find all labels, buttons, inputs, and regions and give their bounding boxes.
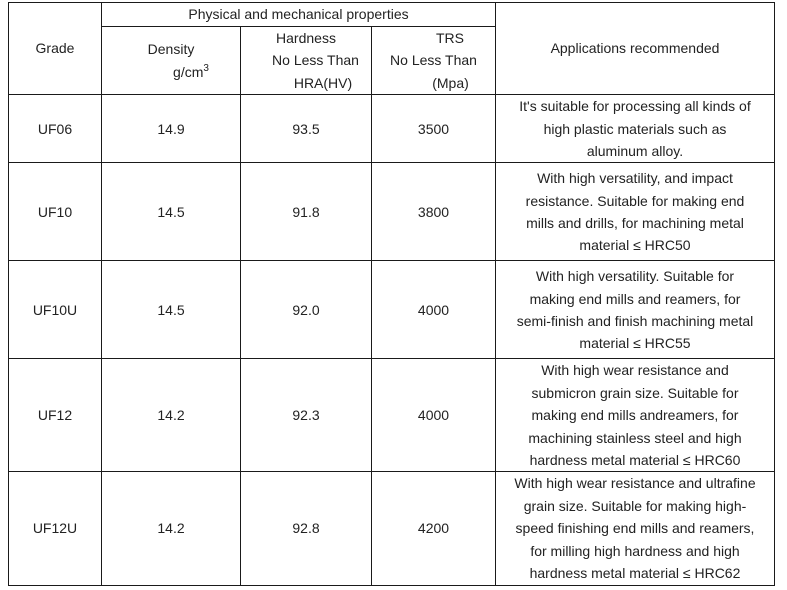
header-row-top [9, 3, 775, 27]
application-line: material ≤ HRC55 [579, 335, 691, 352]
application-cell [496, 261, 775, 359]
density-unit-base: g/cm [173, 63, 204, 80]
table-row [9, 359, 775, 472]
density-unit [108, 61, 234, 83]
density-unit-exponent: 3 [203, 62, 209, 74]
application-cell [496, 95, 775, 163]
table-row [9, 261, 775, 359]
application-line: semi-finish and finish machining metal [516, 312, 754, 329]
application-cell [496, 472, 775, 585]
grade-cell: UF06 [9, 95, 102, 163]
table-row [9, 163, 775, 261]
properties-table [8, 2, 775, 586]
hardness-cell: 91.8 [241, 163, 372, 261]
application-line: mills and drills, for machining metal [526, 214, 744, 231]
hardness-cell: 92.3 [241, 359, 372, 472]
applications-header: Applications recommended [496, 3, 775, 95]
trs-cell: 3500 [372, 95, 496, 163]
table-row [9, 472, 775, 585]
application-line: resistance. Suitable for making end [525, 192, 745, 209]
application-line: hardness metal material ≤ HRC60 [529, 452, 741, 469]
application-line: grain size. Suitable for making high- [523, 497, 747, 514]
trs-header-line1: TRS [436, 30, 464, 46]
grade-header: Grade [9, 3, 102, 95]
application-line: material ≤ HRC50 [579, 237, 691, 254]
application-line: hardness metal material ≤ HRC62 [529, 565, 741, 582]
density-label: Density [147, 41, 195, 58]
application-line: It's suitable for processing all kinds of [519, 98, 751, 115]
trs-header-line2: No Less Than [390, 52, 477, 69]
hardness-cell: 92.0 [241, 261, 372, 359]
application-cell [496, 163, 775, 261]
application-line: With high versatility, and impact [537, 170, 733, 187]
grade-cell: UF10 [9, 163, 102, 261]
hardness-cell: 93.5 [241, 95, 372, 163]
application-line: With high wear resistance and ultrafine [514, 475, 756, 492]
table-row [9, 95, 775, 163]
application-line: machining stainless steel and high [528, 429, 742, 446]
application-line: With high versatility. Suitable for [535, 268, 735, 285]
density-cell: 14.5 [102, 163, 241, 261]
trs-cell: 3800 [372, 163, 496, 261]
grade-cell: UF12U [9, 472, 102, 585]
grade-cell: UF10U [9, 261, 102, 359]
application-line: for milling high hardness and high [530, 542, 740, 559]
hardness-cell: 92.8 [241, 472, 372, 585]
trs-header [372, 27, 496, 95]
hardness-header-line1: Hardness [276, 30, 336, 46]
trs-header-line3: (Mpa) [432, 74, 469, 91]
density-cell: 14.2 [102, 472, 241, 585]
application-line: speed finishing end mills and reamers, [515, 520, 755, 537]
application-line: aluminum alloy. [586, 143, 684, 160]
application-line: high plastic materials such as [543, 120, 727, 137]
hardness-header [241, 27, 372, 95]
density-cell: 14.2 [102, 359, 241, 472]
application-line: With high wear resistance and [541, 362, 729, 379]
density-header [102, 27, 241, 95]
application-line: making end mills andreamers, for [531, 407, 739, 424]
trs-cell: 4000 [372, 359, 496, 472]
grade-cell: UF12 [9, 359, 102, 472]
density-cell: 14.9 [102, 95, 241, 163]
application-cell [496, 359, 775, 472]
hardness-header-line2: No Less Than [272, 52, 359, 69]
trs-cell: 4000 [372, 261, 496, 359]
density-cell: 14.5 [102, 261, 241, 359]
trs-cell: 4200 [372, 472, 496, 585]
application-line: making end mills and reamers, for [529, 290, 741, 307]
application-line: submicron grain size. Suitable for [531, 384, 739, 401]
hardness-header-line3: HRA(HV) [293, 74, 353, 91]
physical-properties-header: Physical and mechanical properties [102, 3, 496, 27]
